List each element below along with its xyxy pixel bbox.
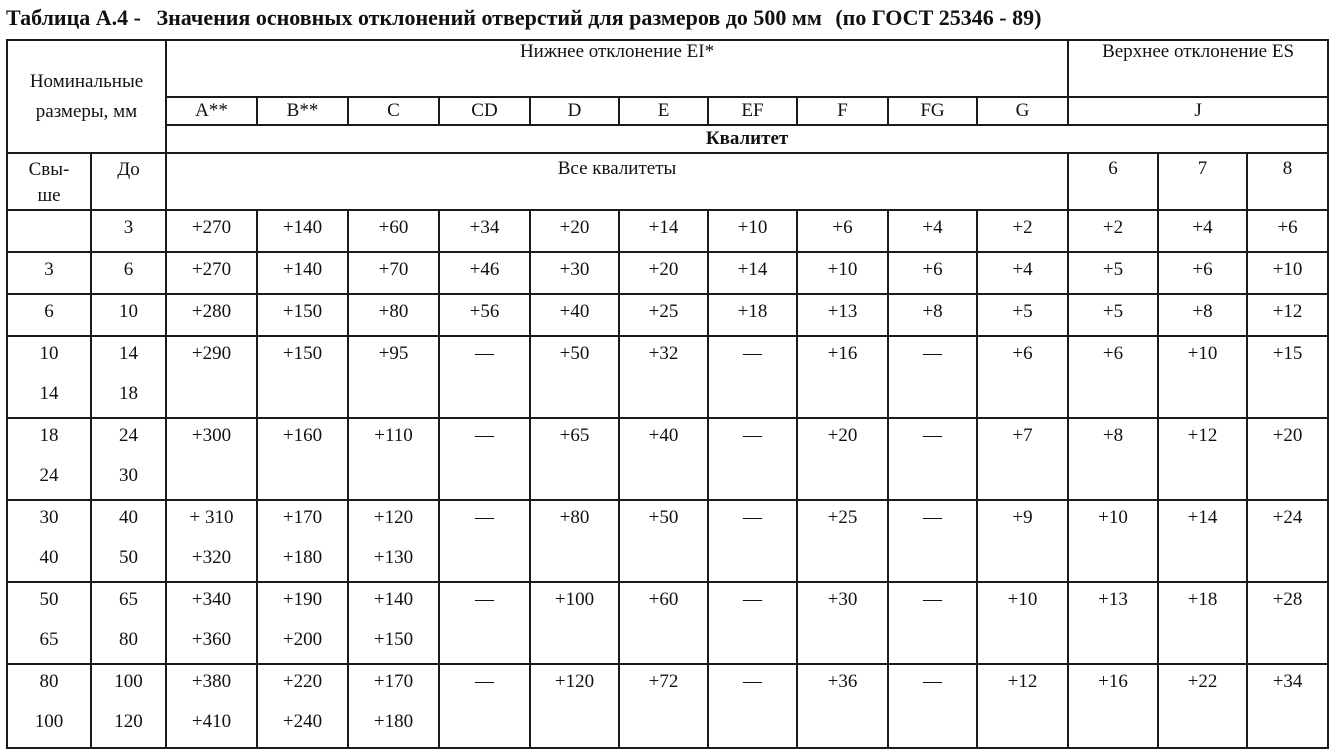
deviation-cell (257, 336, 348, 418)
cell-value: +200 (282, 629, 323, 650)
letter-header-cell: E (619, 97, 708, 125)
cell-value: — (475, 589, 494, 610)
cell-value: — (923, 425, 942, 446)
cell-value: +320 (191, 547, 232, 568)
cell-value: +36 (827, 671, 858, 692)
deviation-cell (977, 418, 1068, 500)
table-row (7, 210, 1328, 252)
cell-value: +20 (827, 425, 858, 446)
deviation-cell (1158, 336, 1247, 418)
size-over-cell (7, 252, 91, 294)
deviation-cell (257, 664, 348, 748)
cell-value: +5 (1102, 301, 1124, 322)
deviation-cell (530, 500, 619, 582)
deviation-cell (708, 500, 797, 582)
table-row (7, 664, 1328, 748)
cell-value: +65 (559, 425, 590, 446)
deviation-cell (166, 418, 257, 500)
deviation-cell (530, 336, 619, 418)
cell-value: +30 (827, 589, 858, 610)
cell-value: +80 (378, 301, 409, 322)
cell-value: +220 (282, 671, 323, 692)
deviation-cell (619, 336, 708, 418)
deviation-cell (977, 210, 1068, 252)
letter-header-cell: EF (708, 97, 797, 125)
deviation-cell (619, 418, 708, 500)
cell-value: +140 (282, 259, 323, 280)
cell-value: 6 (123, 259, 134, 280)
deviation-cell (797, 336, 888, 418)
cell-value: 40 (39, 547, 59, 568)
cell-value: 80 (39, 671, 59, 692)
deviation-cell (619, 294, 708, 336)
cell-value: 40 (119, 507, 138, 528)
deviation-cell (619, 664, 708, 748)
cell-value: +6 (1192, 259, 1213, 280)
cell-value: +22 (1187, 671, 1218, 692)
deviation-cell (348, 418, 439, 500)
deviation-cell (348, 252, 439, 294)
deviation-cell (797, 294, 888, 336)
cell-value: +12 (1007, 671, 1038, 692)
cell-value: +270 (191, 259, 232, 280)
deviation-cell (257, 210, 348, 252)
size-over-cell (7, 582, 91, 664)
cell-value: +4 (1192, 217, 1213, 238)
size-to-cell (91, 252, 166, 294)
size-to-cell (91, 664, 166, 748)
cell-value: +16 (1098, 671, 1128, 692)
cell-value: — (923, 589, 942, 610)
deviation-cell (977, 664, 1068, 748)
deviation-cell (977, 500, 1068, 582)
size-over-cell (7, 294, 91, 336)
size-over-cell (7, 664, 91, 748)
table-row (7, 294, 1328, 336)
deviation-cell (348, 664, 439, 748)
cell-value: +24 (1272, 507, 1303, 528)
deviation-cell (977, 252, 1068, 294)
cell-value: +150 (373, 629, 414, 650)
deviation-cell (1068, 582, 1158, 664)
cell-value: +6 (1102, 343, 1124, 364)
deviation-cell (797, 418, 888, 500)
deviation-cell (708, 252, 797, 294)
cell-value: +6 (832, 217, 853, 238)
deviation-cell (708, 336, 797, 418)
cell-value: +5 (1012, 301, 1033, 322)
cell-value: +40 (648, 425, 679, 446)
cell-value: +240 (282, 711, 323, 732)
cell-value: 50 (119, 547, 138, 568)
cell-value: +34 (1272, 671, 1303, 692)
cell-value: — (475, 671, 494, 692)
cell-value: +120 (554, 671, 595, 692)
deviation-cell (166, 582, 257, 664)
cell-value: +170 (373, 671, 414, 692)
deviation-cell (888, 418, 977, 500)
all-grades-header: Все квалитеты (166, 153, 1068, 210)
deviation-cell (888, 336, 977, 418)
deviation-cell (530, 582, 619, 664)
size-over-cell (7, 210, 91, 252)
cell-value: +140 (282, 217, 323, 238)
cell-value: +25 (648, 301, 679, 322)
cell-value: +16 (827, 343, 858, 364)
deviation-cell (439, 664, 530, 748)
cell-value: +290 (191, 343, 232, 364)
grade-7-header: 7 (1158, 153, 1247, 210)
deviation-cell (257, 500, 348, 582)
deviation-cell (708, 210, 797, 252)
cell-value: +34 (469, 217, 500, 238)
nominal-sizes-header (7, 40, 166, 153)
cell-value: +140 (373, 589, 414, 610)
cell-value: +20 (1272, 425, 1303, 446)
cell-value: 6 (44, 301, 54, 322)
cell-value: 50 (39, 589, 59, 610)
letter-header-cell: FG (888, 97, 977, 125)
deviation-cell (166, 664, 257, 748)
cell-value: +270 (191, 217, 232, 238)
deviation-cell (888, 664, 977, 748)
grade-8-header: 8 (1247, 153, 1328, 210)
cell-value: +6 (1277, 217, 1298, 238)
size-to-cell (91, 582, 166, 664)
deviation-cell (1158, 664, 1247, 748)
cell-value: +13 (827, 301, 858, 322)
cell-value: 24 (119, 425, 138, 446)
cell-value: — (923, 671, 942, 692)
deviation-cell (977, 582, 1068, 664)
cell-value: +28 (1272, 589, 1303, 610)
cell-value: 100 (114, 671, 143, 692)
cell-value: +60 (378, 217, 409, 238)
upper-deviation-header: Верхнее отклонение ES (1068, 40, 1328, 97)
deviation-cell (166, 252, 257, 294)
cell-value: +9 (1012, 507, 1033, 528)
cell-value: +340 (191, 589, 232, 610)
cell-value: +18 (737, 301, 768, 322)
cell-value: +130 (373, 547, 414, 568)
deviation-cell (1158, 294, 1247, 336)
cell-value: +14 (737, 259, 768, 280)
table-caption: Значения основных отклонений отверстий для размеров до 500 мм (156, 5, 822, 30)
deviation-cell (1068, 210, 1158, 252)
table-title (6, 3, 1326, 33)
cell-value: +360 (191, 629, 232, 650)
cell-value: 100 (34, 711, 64, 732)
cell-value: +14 (648, 217, 679, 238)
cell-value: +180 (373, 711, 414, 732)
cell-value: 30 (39, 507, 59, 528)
cell-value: +6 (1012, 343, 1033, 364)
cell-value: +110 (374, 425, 413, 446)
deviation-cell (257, 582, 348, 664)
deviation-cell (439, 336, 530, 418)
deviation-cell (1247, 418, 1328, 500)
cell-value: +4 (1012, 259, 1033, 280)
cell-value: 10 (39, 343, 59, 364)
cell-value: +300 (191, 425, 232, 446)
size-over-cell (7, 500, 91, 582)
deviations-table (6, 39, 1329, 749)
deviation-cell (257, 294, 348, 336)
deviation-cell (530, 664, 619, 748)
deviation-cell (439, 500, 530, 582)
lower-deviation-header: Нижнее отклонение EI* (166, 40, 1068, 97)
cell-value: +56 (469, 301, 500, 322)
cell-value: 14 (39, 383, 59, 404)
deviation-cell (1068, 252, 1158, 294)
cell-value: +32 (648, 343, 679, 364)
table-number: Таблица А.4 - (6, 5, 141, 30)
deviation-cell (1247, 210, 1328, 252)
cell-value: 24 (39, 465, 59, 486)
deviation-cell (797, 500, 888, 582)
cell-value: — (923, 343, 942, 364)
deviation-cell (797, 210, 888, 252)
cell-value: 120 (114, 711, 143, 732)
cell-value: — (743, 589, 762, 610)
table-row (7, 500, 1328, 582)
cell-value: +180 (282, 547, 323, 568)
deviation-cell (888, 500, 977, 582)
cell-value: 30 (119, 465, 138, 486)
deviation-cell (708, 418, 797, 500)
deviation-cell (1247, 664, 1328, 748)
cell-value: 65 (39, 629, 59, 650)
deviation-cell (439, 252, 530, 294)
cell-value: +15 (1272, 343, 1303, 364)
deviation-cell (166, 210, 257, 252)
cell-value: +150 (282, 343, 323, 364)
cell-value: +50 (648, 507, 679, 528)
table-source: (по ГОСТ 25346 - 89) (835, 5, 1042, 30)
cell-value: +10 (1007, 589, 1038, 610)
deviation-cell (888, 252, 977, 294)
cell-value: +46 (469, 259, 500, 280)
letter-header-cell: C (348, 97, 439, 125)
letter-header-cell: F (797, 97, 888, 125)
deviation-cell (888, 582, 977, 664)
deviation-cell (708, 664, 797, 748)
cell-value: +8 (1192, 301, 1213, 322)
letter-header-cell: G (977, 97, 1068, 125)
cell-value: +10 (1098, 507, 1128, 528)
cell-value: +8 (1102, 425, 1124, 446)
deviation-cell (977, 336, 1068, 418)
to-header: До (91, 153, 166, 210)
deviation-cell (439, 582, 530, 664)
cell-value: 18 (119, 383, 138, 404)
cell-value: +20 (559, 217, 590, 238)
deviation-cell (708, 582, 797, 664)
deviation-cell (619, 582, 708, 664)
cell-value: +10 (827, 259, 858, 280)
deviation-cell (348, 582, 439, 664)
cell-value: +60 (648, 589, 679, 610)
letter-header-cell: B** (257, 97, 348, 125)
deviation-cell (619, 252, 708, 294)
cell-value: +14 (1187, 507, 1218, 528)
cell-value: +18 (1187, 589, 1218, 610)
size-to-cell (91, 336, 166, 418)
table-row (7, 582, 1328, 664)
deviation-cell (1068, 418, 1158, 500)
cell-value: +380 (191, 671, 232, 692)
cell-value: +5 (1102, 259, 1124, 280)
deviation-cell (439, 418, 530, 500)
cell-value: +120 (373, 507, 414, 528)
cell-value: — (475, 425, 494, 446)
size-to-cell (91, 294, 166, 336)
cell-value: +40 (559, 301, 590, 322)
deviation-cell (1158, 582, 1247, 664)
cell-value: — (475, 507, 494, 528)
cell-value: +170 (282, 507, 323, 528)
over-header: Свы- ше (7, 153, 91, 210)
cell-value: +7 (1012, 425, 1033, 446)
grade-6-header: 6 (1068, 153, 1158, 210)
deviation-cell (1247, 500, 1328, 582)
deviation-cell (888, 294, 977, 336)
deviation-cell (1158, 418, 1247, 500)
cell-value: +4 (922, 217, 943, 238)
deviation-cell (530, 210, 619, 252)
cell-value: 3 (44, 259, 54, 280)
deviation-cell (439, 210, 530, 252)
deviation-cell (1068, 336, 1158, 418)
table-row (7, 336, 1328, 418)
deviation-cell (977, 294, 1068, 336)
deviation-cell (1158, 252, 1247, 294)
cell-value: +30 (559, 259, 590, 280)
cell-value: — (743, 507, 762, 528)
kvalitet-header: Квалитет (166, 125, 1328, 153)
cell-value: — (923, 507, 942, 528)
cell-value: 10 (119, 301, 138, 322)
deviation-cell (1247, 252, 1328, 294)
cell-value: 3 (123, 217, 134, 238)
deviation-cell (348, 500, 439, 582)
deviation-cell (530, 418, 619, 500)
size-to-cell (91, 418, 166, 500)
cell-value: +13 (1098, 589, 1128, 610)
deviation-cell (257, 252, 348, 294)
cell-value: +72 (648, 671, 679, 692)
deviation-cell (530, 252, 619, 294)
deviation-cell (619, 500, 708, 582)
letter-header-cell: A** (166, 97, 257, 125)
cell-value: +10 (1272, 259, 1303, 280)
cell-value: +100 (554, 589, 595, 610)
deviation-cell (708, 294, 797, 336)
cell-value: 14 (119, 343, 138, 364)
cell-value: — (743, 343, 762, 364)
deviation-cell (348, 294, 439, 336)
cell-value: +8 (922, 301, 943, 322)
cell-value: +410 (191, 711, 232, 732)
cell-value: +95 (378, 343, 409, 364)
deviation-cell (348, 210, 439, 252)
deviation-cell (439, 294, 530, 336)
table-row (7, 252, 1328, 294)
cell-value (8, 211, 90, 251)
letter-header-cell: CD (439, 97, 530, 125)
cell-value: +25 (827, 507, 858, 528)
cell-value: 65 (119, 589, 138, 610)
deviation-cell (1247, 582, 1328, 664)
size-to-cell (91, 500, 166, 582)
size-to-cell (91, 210, 166, 252)
deviation-cell (530, 294, 619, 336)
cell-value: +2 (1012, 217, 1033, 238)
deviation-cell (888, 210, 977, 252)
cell-value: +10 (737, 217, 768, 238)
deviation-cell (797, 664, 888, 748)
cell-value: +150 (282, 301, 323, 322)
deviation-cell (166, 336, 257, 418)
cell-value: +2 (1102, 217, 1124, 238)
cell-value: +12 (1272, 301, 1303, 322)
cell-value: +6 (922, 259, 943, 280)
cell-value: +190 (282, 589, 323, 610)
deviation-cell (166, 500, 257, 582)
cell-value: — (475, 343, 494, 364)
cell-value: — (743, 425, 762, 446)
cell-value: +160 (282, 425, 323, 446)
size-over-cell (7, 418, 91, 500)
deviation-cell (166, 294, 257, 336)
cell-value: +12 (1187, 425, 1218, 446)
cell-value: +280 (191, 301, 232, 322)
cell-value: + 310 (189, 507, 234, 528)
deviation-cell (1068, 664, 1158, 748)
upper-letter-cell: J (1068, 97, 1328, 125)
deviation-cell (1068, 294, 1158, 336)
deviation-cell (797, 252, 888, 294)
deviation-cell (1158, 210, 1247, 252)
deviation-cell (257, 418, 348, 500)
deviation-cell (348, 336, 439, 418)
deviation-cell (797, 582, 888, 664)
cell-value: +10 (1187, 343, 1218, 364)
size-over-cell (7, 336, 91, 418)
nominal-sizes-label: Номинальные размеры, мм (29, 70, 144, 122)
cell-value: +20 (648, 259, 679, 280)
deviation-cell (1247, 336, 1328, 418)
deviation-cell (1068, 500, 1158, 582)
letter-header-cell: D (530, 97, 619, 125)
cell-value: +50 (559, 343, 590, 364)
deviation-cell (619, 210, 708, 252)
cell-value: +80 (559, 507, 590, 528)
table-row (7, 418, 1328, 500)
cell-value: 80 (119, 629, 138, 650)
deviation-cell (1247, 294, 1328, 336)
cell-value: 18 (39, 425, 59, 446)
cell-value: — (743, 671, 762, 692)
deviation-cell (1158, 500, 1247, 582)
cell-value: +70 (378, 259, 409, 280)
